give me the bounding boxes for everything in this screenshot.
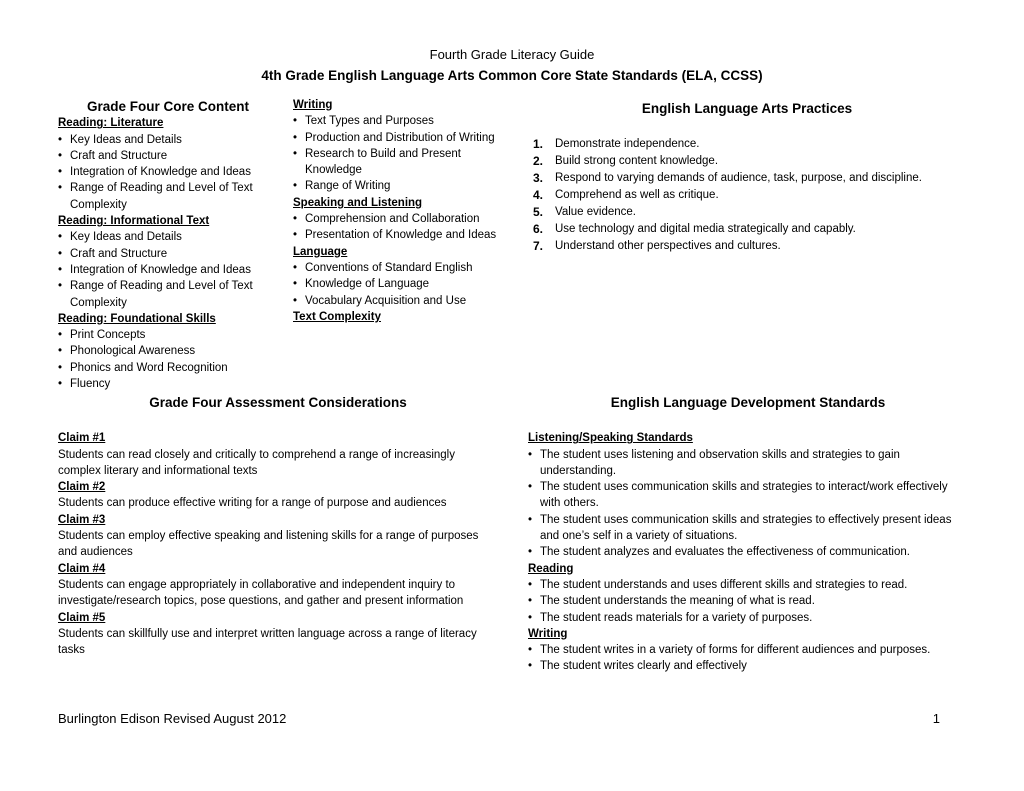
list-item: • The student analyzes and evaluates the effectiveness of communication. xyxy=(528,544,968,560)
section-title: Language xyxy=(293,245,348,258)
core-content-column xyxy=(58,99,278,392)
list-item: • The student uses communication skills and strategies to interact/work effectively with others. xyxy=(528,479,968,512)
practice-item xyxy=(533,238,964,255)
list-item: • Fluency xyxy=(58,376,278,392)
practice-item xyxy=(533,170,964,187)
list-item: • Craft and Structure xyxy=(58,246,278,262)
list-item: • Comprehension and Collaboration xyxy=(293,211,508,227)
document-title: Fourth Grade Literacy Guide xyxy=(429,47,595,62)
claim-label: Claim #4 xyxy=(58,562,106,575)
bullet-list xyxy=(528,642,968,675)
list-item: • The student understands the meaning of what is read. xyxy=(528,593,968,609)
list-item: • The student writes in a variety of forms for different audiences and purposes. xyxy=(528,642,968,658)
core-content-column-2 xyxy=(293,97,508,325)
practice-number: 1. xyxy=(533,137,544,152)
claims-list xyxy=(58,430,498,658)
list-item: • Knowledge of Language xyxy=(293,276,508,292)
section-title: Speaking and Listening xyxy=(293,196,423,209)
list-item: • Phonological Awareness xyxy=(58,343,278,359)
eld-section xyxy=(528,395,968,675)
practices-heading: English Language Arts Practices xyxy=(641,101,853,116)
practice-text: Build strong content knowledge. xyxy=(555,155,719,168)
bullet-list xyxy=(528,577,968,626)
practice-item xyxy=(533,221,964,238)
section-title: Reading xyxy=(528,562,574,575)
list-item: • Key Ideas and Details xyxy=(58,132,278,148)
list-item: • Text Types and Purposes xyxy=(293,113,508,129)
bullet-list xyxy=(528,447,968,561)
claim-label: Claim #2 xyxy=(58,481,106,494)
eld-sections xyxy=(528,430,968,674)
practice-item xyxy=(533,187,964,204)
claim-text: Students can engage appropriately in collaborative and independent inquiry to investigate/research topics, pose questions, and gather and present information xyxy=(58,578,464,608)
list-item: • Integration of Knowledge and Ideas xyxy=(58,164,278,180)
bullet-list xyxy=(293,260,508,309)
list-item: • Production and Distribution of Writing xyxy=(293,130,508,146)
core-content-heading: Grade Four Core Content xyxy=(86,99,249,114)
bullet-list xyxy=(293,211,508,244)
practice-text: Respond to varying demands of audience, task, purpose, and discipline. xyxy=(555,172,922,185)
document-subtitle: 4th Grade English Language Arts Common Core State Standards (ELA, CCSS) xyxy=(261,68,763,83)
list-item: • Phonics and Word Recognition xyxy=(58,360,278,376)
practice-number: 4. xyxy=(533,188,544,203)
section-title: Text Complexity xyxy=(293,310,381,323)
practice-text: Comprehend as well as critique. xyxy=(555,189,719,202)
list-item: • The student understands and uses different skills and strategies to read. xyxy=(528,577,968,593)
core-content-sections xyxy=(58,115,278,392)
practice-item xyxy=(533,136,964,153)
list-item: • Craft and Structure xyxy=(58,148,278,164)
claim-text: Students can skillfully use and interpret written language across a range of literacy tasks xyxy=(58,627,477,657)
claim-label: Claim #3 xyxy=(58,513,106,526)
claim-label: Claim #5 xyxy=(58,611,106,624)
claim-text: Students can produce effective writing for a range of purpose and audiences xyxy=(58,497,447,510)
bullet-list xyxy=(58,132,278,213)
list-item: • Print Concepts xyxy=(58,327,278,343)
list-item: • Vocabulary Acquisition and Use xyxy=(293,293,508,309)
bullet-list xyxy=(293,113,508,194)
practice-text: Understand other perspectives and cultures. xyxy=(555,240,781,253)
practice-number: 3. xyxy=(533,171,544,186)
practice-text: Value evidence. xyxy=(555,206,636,219)
claim-text: Students can read closely and critically to comprehend a range of increasingly complex literary and informational texts xyxy=(58,448,455,477)
practice-item xyxy=(533,153,964,170)
list-item: • Key Ideas and Details xyxy=(58,229,278,245)
list-item: • The student uses listening and observation skills and strategies to gain understanding. xyxy=(528,447,968,480)
bullet-list xyxy=(58,327,278,392)
assessment-heading: Grade Four Assessment Considerations xyxy=(149,395,407,410)
list-item: • Range of Reading and Level of Text Complexity xyxy=(58,278,278,311)
practices-section xyxy=(530,101,964,255)
list-item: • Range of Writing xyxy=(293,178,508,194)
practice-number: 6. xyxy=(533,222,544,237)
eld-heading: English Language Development Standards xyxy=(610,395,886,410)
practices-list xyxy=(533,136,964,255)
section-title: Writing xyxy=(528,627,568,640)
list-item: • The student writes clearly and effectively xyxy=(528,658,968,674)
section-title: Writing xyxy=(293,99,333,111)
list-item: • Integration of Knowledge and Ideas xyxy=(58,262,278,278)
practice-number: 2. xyxy=(533,154,544,169)
page-number: 1 xyxy=(932,711,940,726)
practice-item xyxy=(533,204,964,221)
list-item: • Research to Build and Present Knowledge xyxy=(293,146,508,179)
bullet-list xyxy=(58,229,278,310)
practice-number: 7. xyxy=(533,239,544,254)
section-title: Listening/Speaking Standards xyxy=(528,432,693,445)
footer-text: Burlington Edison Revised August 2012 xyxy=(58,711,287,726)
practice-text: Use technology and digital media strategically and capably. xyxy=(555,223,856,236)
list-item: • Presentation of Knowledge and Ideas xyxy=(293,227,508,243)
list-item: • Range of Reading and Level of Text Complexity xyxy=(58,180,278,213)
practice-number: 5. xyxy=(533,205,544,220)
list-item: • The student reads materials for a variety of purposes. xyxy=(528,610,968,626)
section-title: Reading: Informational Text xyxy=(58,215,210,228)
section-title: Reading: Foundational Skills xyxy=(58,312,216,325)
section-title: Reading: Literature xyxy=(58,117,164,130)
list-item: • Conventions of Standard English xyxy=(293,260,508,276)
claim-label: Claim #1 xyxy=(58,432,106,445)
claim-text: Students can employ effective speaking and listening skills for a range of purposes and audiences xyxy=(58,530,479,559)
core-content-sections-2 xyxy=(293,97,508,325)
assessment-section xyxy=(58,395,498,658)
list-item: • The student uses communication skills and strategies to effectively present ideas and one’s self in a variety of situations. xyxy=(528,512,968,545)
practice-text: Demonstrate independence. xyxy=(555,138,700,151)
